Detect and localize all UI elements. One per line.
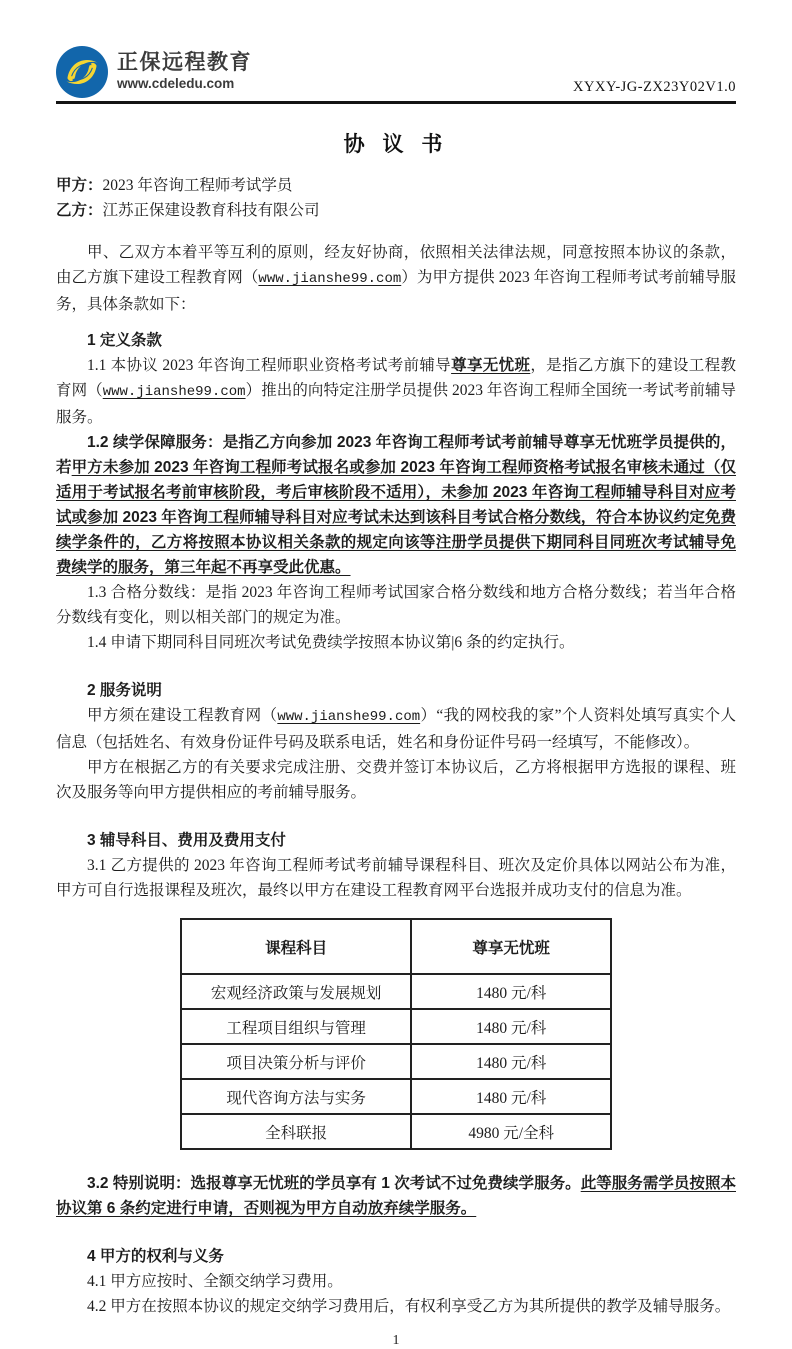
subject-cell: 宏观经济政策与发展规划 bbox=[181, 974, 411, 1009]
clause-4-1: 4.1 甲方应按时、全额交纳学习费用。 bbox=[87, 1273, 343, 1290]
brand-website: www.cdeledu.com bbox=[117, 76, 235, 92]
course-fee-table bbox=[180, 918, 612, 1150]
section-2-p1-text: 甲方须在建设工程教育网（ bbox=[87, 707, 278, 724]
party-a-line bbox=[56, 173, 736, 198]
brand-text bbox=[117, 52, 252, 91]
section-2-paragraph-2: 甲方在根据乙方的有关要求完成注册、交费并签订本协议后，乙方将根据甲方选报的课程、班次及服务等向甲方提供相应的考前辅导服务。 bbox=[56, 759, 736, 801]
column-header-subject: 课程科目 bbox=[181, 919, 411, 974]
price-cell: 1480 元/科 bbox=[411, 974, 611, 1009]
party-b-label: 乙方： bbox=[56, 202, 103, 219]
section-3-heading: 3 辅导科目、费用及费用支付 bbox=[87, 832, 286, 849]
premium-class-emphasis: 尊享无忧班 bbox=[451, 357, 531, 374]
jianshe99-link[interactable]: www.jianshe99.com bbox=[258, 271, 402, 287]
table-row bbox=[181, 974, 611, 1009]
clause-1-1-text: 1.1 本协议 2023 年咨询工程师职业资格考试考前辅导 bbox=[87, 357, 452, 374]
intro-text: 甲、乙双方本着平等互利的原则，经友好协商，依照相关法律法规，同意按照本协议的条款，由乙方旗下建设工程教育网（ bbox=[56, 244, 736, 286]
brand-block bbox=[56, 46, 252, 98]
brand-swirl-globe-icon bbox=[56, 46, 108, 98]
price-cell: 1480 元/科 bbox=[411, 1009, 611, 1044]
document-header bbox=[56, 46, 736, 104]
column-header-class-price: 尊享无忧班 bbox=[411, 919, 611, 974]
section-2-heading: 2 服务说明 bbox=[87, 682, 162, 699]
section-2-paragraph-1 bbox=[56, 703, 736, 755]
subject-cell: 现代咨询方法与实务 bbox=[181, 1079, 411, 1114]
table-row bbox=[181, 1079, 611, 1114]
clause-4-2: 4.2 甲方在按照本协议的规定交纳学习费用后，有权利享受乙方为其所提供的教学及辅导服务。 bbox=[87, 1298, 731, 1315]
subject-cell: 项目决策分析与评价 bbox=[181, 1044, 411, 1079]
clause-1-1-text2: ，是指乙方旗下的建设工程教育网（ bbox=[56, 357, 736, 399]
table-header-row bbox=[181, 919, 611, 974]
document-code: XYXY-JG-ZX23Y02V1.0 bbox=[573, 79, 736, 95]
section-1-heading: 1 定义条款 bbox=[87, 332, 162, 349]
clause-1-4: 1.4 申请下期同科目同班次考试免费续学按照本协议第|6 条的约定执行。 bbox=[87, 634, 575, 651]
table-row bbox=[181, 1009, 611, 1044]
page-number: 1 bbox=[392, 1333, 400, 1348]
clause-3-2 bbox=[56, 1171, 736, 1221]
clause-1-1 bbox=[56, 353, 736, 430]
clause-1-2-lead: 1.2 续学保障服务：是指乙方向参加 2023 年咨询工程师考试考前辅导尊享无忧班学员提供的，若 bbox=[56, 434, 736, 476]
party-a-value: 2023 年咨询工程师考试学员 bbox=[102, 177, 293, 194]
table-row bbox=[181, 1044, 611, 1079]
price-cell: 1480 元/科 bbox=[411, 1044, 611, 1079]
clause-1-2 bbox=[56, 430, 736, 580]
subject-cell: 工程项目组织与管理 bbox=[181, 1009, 411, 1044]
table-row bbox=[181, 1114, 611, 1149]
party-b-line bbox=[56, 198, 736, 223]
party-b-value: 江苏正保建设教育科技有限公司 bbox=[102, 202, 320, 219]
section-2-p1-tail: ）“我的网校我的家”个人资料处填写真实个人信息（包括姓名、有效身份证件号码及联系电话，姓名和身份证件号码一经填写，不能修改）。 bbox=[56, 707, 736, 751]
price-cell: 4980 元/全科 bbox=[411, 1114, 611, 1149]
intro-text-tail: ）为甲方提供 2023 年咨询工程师考试考前辅导服务，具体条款如下： bbox=[56, 269, 736, 313]
subject-cell: 全科联报 bbox=[181, 1114, 411, 1149]
intro-paragraph bbox=[56, 240, 736, 317]
clause-3-2-lead: 3.2 特别说明：选报尊享无忧班的学员享有 1 次考试不过免费续学服务。 bbox=[87, 1175, 581, 1192]
jianshe99-link[interactable]: www.jianshe99.com bbox=[277, 709, 421, 725]
clause-1-1-text3: ）推出的向特定注册学员提供 2023 年咨询工程师全国统一考试考前辅导服务。 bbox=[56, 382, 736, 426]
section-4-heading: 4 甲方的权利与义务 bbox=[87, 1248, 224, 1265]
price-cell: 1480 元/科 bbox=[411, 1079, 611, 1114]
clause-3-2-underlined: 此等服务需学员按照本协议第 6 条约定进行申请，否则视为甲方自动放弃续学服务。 bbox=[56, 1175, 736, 1217]
page-title: 协 议 书 bbox=[343, 133, 449, 156]
brand-name: 正保远程教育 bbox=[117, 51, 252, 75]
clause-1-3: 1.3 合格分数线：是指 2023 年咨询工程师考试国家合格分数线和地方合格分数线；若当年合格分数线有变化，则以相关部门的规定为准。 bbox=[56, 584, 736, 626]
jianshe99-link[interactable]: www.jianshe99.com bbox=[102, 384, 246, 400]
parties-block bbox=[56, 173, 736, 223]
clause-3-1: 3.1 乙方提供的 2023 年咨询工程师考试考前辅导课程科目、班次及定价具体以网站公布为准，甲方可自行选报课程及班次，最终以甲方在建设工程教育网平台选报并成功支付的信息为准。 bbox=[56, 857, 736, 899]
party-a-label: 甲方： bbox=[56, 177, 103, 194]
clause-1-2-underlined: 甲方未参加 2023 年咨询工程师考试报名或参加 2023 年咨询工程师资格考试报名审核未通过（仅适用于考试报名考前审核阶段，考后审核阶段不适用），未参加 2023 年咨询工程师辅导科目对应考试或参加 2023 年咨询工程师辅导科目对应考试未达到该科目考试合格分数线，符合本协议约定免费续学条件的，乙方将按照本协议相关条款的规定向该等注册学员提供下期同科目同班次考试辅导免费续学的服务，第三年起不再享受此优惠。 bbox=[56, 459, 736, 576]
